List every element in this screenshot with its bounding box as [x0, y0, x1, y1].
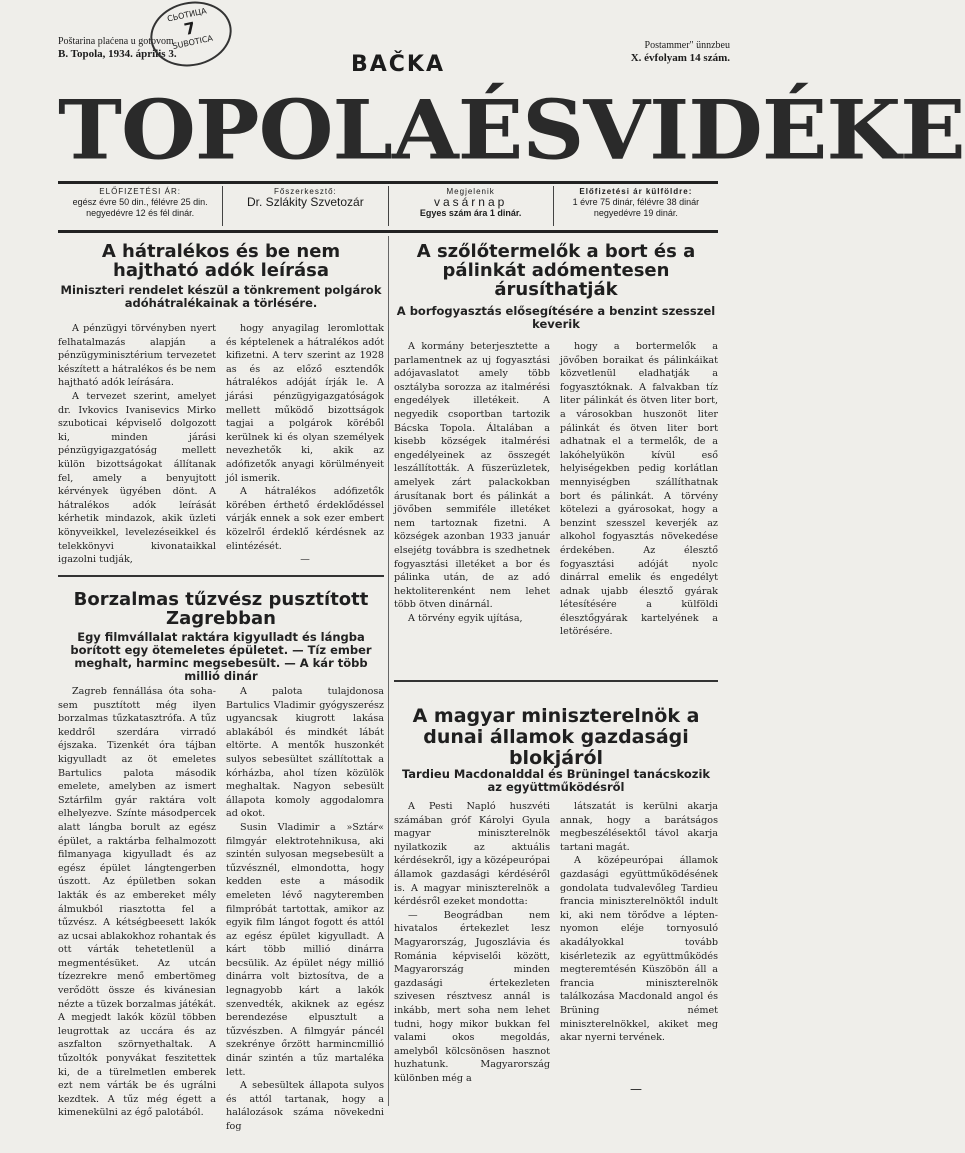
article-1-column-1: [58, 322, 216, 564]
appears-day: vasárnap: [433, 195, 508, 209]
article-4-column-1: [394, 800, 550, 1110]
article-3-headline: Borzalmas tűzvész pusztított Zagrebban: [73, 589, 369, 629]
masthead-word-es: ÉS: [457, 82, 584, 178]
article-3-subheadline: Egy filmvállalat raktára kigyulladt és lángba borított egy ötemeletes épületet. — Tíz ember meghalt, harminc megsebesült. — A kár több millió dinár: [70, 630, 372, 683]
masthead-rule: [58, 181, 718, 184]
foreign-label: Előfizetési ár külföldre:: [579, 187, 693, 196]
paragraph: A palota tulajdonosa Bartulics Vladimir gyógyszerész ugyancsak kiugrott lakása ablakából és mindkét lábát eltörte. A mentők huszonkét sulyos sebesültet szállítottak a kórházba, ahol tízen közülök meghaltak. Nagyon sebesült állapota komoly aggodalomra ad okot.: [226, 686, 384, 820]
article-1-subheadline: Miniszteri rendelet készül a tönkrement polgárok adóhátralékainak a törlésére.: [60, 283, 382, 310]
article-4-headline: A magyar miniszterelnök a dunai államok gazdasági blokjáról: [412, 705, 700, 769]
paragraph: A sebesültek állapota sulyos és attól tartanak, hogy a halálozások száma növekedni fog: [226, 1080, 384, 1132]
paragraph: A Pesti Napló huszvéti számában gróf Károlyi Gyula magyar miniszterelnök nyilatkozik az aktuális kérdésekről, igy a középeurópai államok gazdasági kérdéséről is. A magyar miniszterelnök a kérdésről ezeket mondotta:: [394, 801, 550, 908]
paragraph: látszatát is kerülni akarja annak, hogy a barátságos megbeszélésektől távol akarja tartani magát.: [560, 801, 718, 853]
article-separator: [394, 680, 718, 682]
article-3-column-2: [226, 685, 384, 1132]
foreign-text: 1 évre 75 dinár, félévre 38 dinár negyedévre 19 dinár.: [572, 197, 700, 218]
paragraph: A törvény egyik ujítása,: [408, 612, 523, 624]
header-right: [560, 40, 730, 64]
appears-cell: [389, 186, 554, 226]
end-dash: —: [300, 554, 310, 566]
subscription-label: ELŐFIZETÉSI ÁR:: [99, 187, 181, 196]
subscription-text: egész évre 50 din., félévre 25 din. negyedévre 12 és fél dinár.: [72, 197, 208, 218]
masthead-title: [58, 82, 965, 178]
masthead-word-videke: VIDÉKE: [583, 82, 965, 178]
paragraph: A kormány beterjesztette a parlamentnek az uj fogyasztási adójavaslatot amely több osztályba sorozza az italmérési engedélyek illetékeit. A negyedik csoportban tartozik Bácska Topola. Általában a kisebb községek italmérési engedélyeinek az összegét leszállították. A füszerüzletek, amelyek zárt palackokban árusítanak bort és pálinkát a jövőben semmiféle illetéket nem tartoznak fizetni. A községek azonban 1933 január elsejétg továbbra is szedhetnek fogyasztási illetéket a bor és pálinka után, de az adó hektoliterenként nem lehet több ötven dinárnál.: [394, 341, 550, 611]
article-4-column-2: [560, 800, 718, 1090]
stamp-text-top: CЬOTИЦА: [166, 6, 208, 24]
paragraph: — Beográdban nem hivatalos értekezlet lesz Magyarország, Jugoszlávia és Románia képviselői között, Magyarország minden gazdasági értekezleten szivesen résztvesz annál is inkább, mert soha nem lehet tudni, hogy mikor bukkan fel valami okos megoldás, amelyből kölcsönösen hasznot huzhatunk. Magyarország különben még a: [394, 909, 550, 1084]
article-2-subheadline: A borfogyasztás elősegítésére a benzint szesszel keverik: [396, 304, 716, 331]
appears-label: Megjelenik: [446, 187, 495, 196]
paragraph: hogy a bortermelők a jövőben boraikat és pálinkáikat közvetlenül eladhatják a fogyasztóknak. A falvakban tíz liter pálinkát és ötven liter bort, a városokban huszonöt liter pálinkát és ötven liter bort adhatnak el a termelők, de a lakóhelyükön kívül eső helyiségekben pedig korlátlan mennyiségben szállíthatnak bort és pálinkát. A törvény kötelezi a gyárosokat, hogy a benzint szesszel keverjék az alkohol fogyasztás növekedése érdekében. Az élesztő fogyasztási adóját nyolc dinárral emelik és engedélyt adnak ujabb élesztő gyárak létesítésére a külföldi élesztőgyárak kartelyének a letörésére.: [560, 341, 718, 638]
article-2-headline: A szőlőtermelők a bort és a pálinkát adómentesen árusíthatják: [416, 241, 696, 300]
editor-cell: [223, 186, 388, 226]
article-4-subheadline: Tardieu Macdonalddal és Brüningel tanácskozik az együttműködésről: [401, 767, 711, 794]
article-2-column-1: [394, 340, 550, 666]
article-2-column-2: [560, 340, 718, 666]
issue-date: B. Topola, 1934. április 3.: [58, 48, 177, 60]
column-divider: [388, 236, 389, 1106]
stamp-text-bottom: SUBOTICA: [171, 33, 214, 51]
article-3-column-1: [58, 685, 216, 1119]
postage-note: Poštarina plaćena u gotovom: [58, 36, 174, 47]
editor-label: Főszerkesztő:: [273, 187, 337, 196]
paragraph: A tervezet szerint, amelyet dr. Ivkovics Ivanisevics Mirko szuboticai képviselő dolgozott ki, minden járási pénzügyigazgatóság mellett külön bizottságokat állítanak fel, amely a benyujtott kérvények ügyében dönt. A hátralékos adók leírását kérhetik mindazok, akik üzleti könyveikkel, levelezéseikkel és telekkönyvi kivonataikkal igazolni tudják,: [58, 390, 216, 566]
paragraph: Zagreb fennállása óta sohasem pusztított még ilyen borzalmas tűzkatasztrófa. A tűz keddről szerdára virradó éjszaka. Tizenkét óra tájban kigyulladt az öt emeletes Bartulics palota második emelete, amelyben az ismert Sztárfilm gyár raktára volt elhelyezve. Színte másodpercek alatt lángba borult az egész épület, a raktárba felhalmozott filmanyaga kigyulladt és az egész épület lángtengerben úszott. Az épületben sokan lakták és az embereket mély álmukból riasztotta fel a tűzvész. A kétségbeesett lakók az ucsai ablakokhoz rohantak és ott várták tehetetlenül a megmentésüket. Az utcán tízezrekre menő embertömeg verődött össze és kivánesian nézte a tüzek borzalmas játékát. A megjedt lakók közül többen leugrottak az uccára és az aszfalton szörnyethaltak. A tűzoltók ponyvákat feszitettek ki, de a türelmetlen emberek ezt nem várták be és ugrálni kezdtek. A tűz még égett a kimenekülni az égő palotából.: [58, 686, 216, 1119]
subscription-info-row: [58, 186, 718, 226]
paragraph: hogy anyagilag leromlottak és képtelenek a hátralékos adót kifizetni. A terv szerint az 1928 as és az előző esztendők hátralékos adóját írják le. A járási pénzügyigazgatóságok mellett működő bizottságok tagjai a polgárok köréből kerülnek ki és olyan személyek nevezhetők ki, akik az adófizetők anyagi körülményeit jól ismerik.: [226, 323, 384, 484]
article-1-column-2: [226, 322, 384, 564]
postmark-stamp: [144, 0, 238, 74]
paragraph: A középeurópai államok gazdasági együttműködésének gondolata tudvalevőleg Tardieu francia miniszterelnöktől indult ki, aki nem törődve a lépten-nyomon eléje tornyosuló akadályokkal tovább kisérletezik az együttműködés megteremtésén Küszöbön áll a francia miniszterelnök találkozása Macdonald angol és Brüning német miniszterelnökkel, akiket meg akar nyerni tervének.: [560, 855, 718, 1044]
masthead-kicker: BAČKA: [350, 52, 445, 77]
paragraph: A pénzügyi törvényben nyert felhatalmazás alapján a pénzügyminisztérium tervezetet készített a hátralékos és be nem hajtható adók leírására.: [58, 323, 216, 389]
article-separator: [58, 575, 384, 577]
issue-price: Egyes szám ára 1 dinár.: [419, 208, 522, 218]
paragraph: Susin Vladimir a »Sztár« filmgyár elektrotehnikusa, aki szintén sulyosan megsebesült a tűzvésznél, elmondotta, hogy kedden este a második emeleten lévő nagyteremben filmpróbát tartottak, amikor az egyik film lángot fogott és attól az egész épület kigyulladt. A kárt több millió dinárra becsülik. Az épület négy millió dinárra volt biztosítva, de a legnagyobb kárt a lakók szenvedték, akiknek az egész berendezése elpusztult a tűzvészben. A filmgyár páncél szekrénye őrzött harmincmillió dinár szintén a tűz martaléka lett.: [226, 821, 384, 1078]
volume-number: X. évfolyam 14 szám.: [630, 52, 730, 64]
masthead-word-topola: TOPOLA: [58, 82, 458, 178]
stamp-number: 7: [182, 18, 198, 40]
foreign-price-cell: [554, 186, 718, 226]
info-rule: [58, 230, 718, 233]
postage-note-right: Postammer" ünnzbeu: [644, 40, 730, 51]
editor-name: Dr. Szlákity Szvetozár: [247, 195, 364, 209]
paragraph: A hátralékos adófizetők körében érthető érdeklődéssel várják ennek a sok ezer embert közelről érdeklő kérdésnek az elintézését.: [226, 486, 384, 552]
end-mark: —: [630, 1082, 642, 1096]
subscription-price-cell: [58, 186, 223, 226]
article-1-headline: A hátralékos és be nem hajtható adók leírása: [101, 241, 341, 281]
